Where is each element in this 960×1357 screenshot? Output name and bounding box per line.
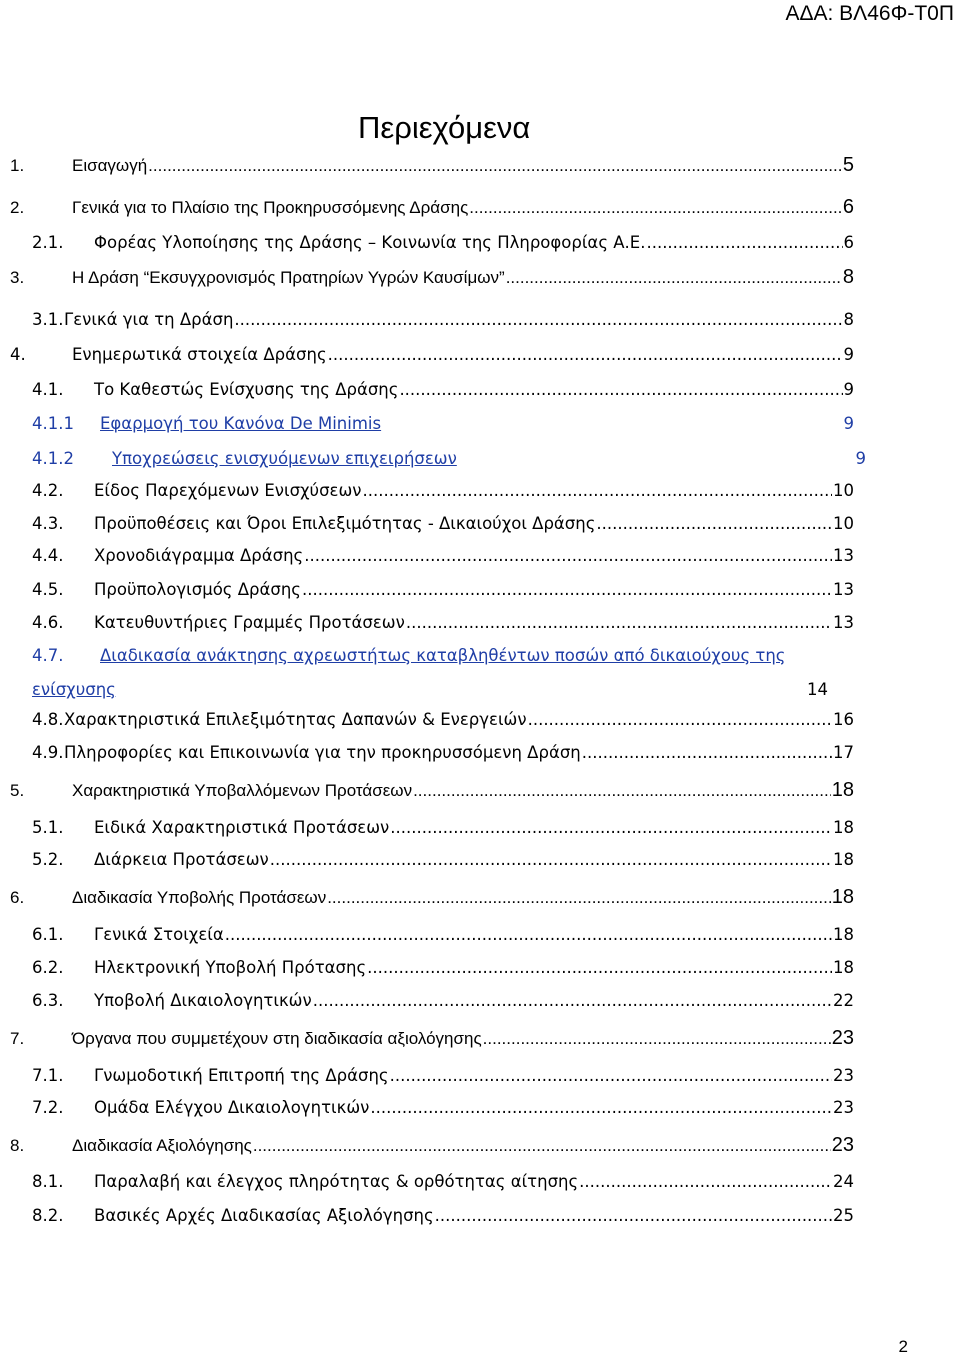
toc-entry-page: 10	[833, 481, 854, 500]
toc-entry-text: Ειδικά Χαρακτηριστικά Προτάσεων	[94, 818, 390, 837]
toc-entry-number: 4.1.2	[32, 449, 74, 468]
toc-entry-text: Γενικά Στοιχεία	[94, 925, 224, 944]
dot-leader	[370, 1098, 832, 1118]
dot-leader	[579, 1172, 832, 1192]
toc-entry[interactable]	[32, 818, 854, 838]
toc-entry-text: Εισαγωγή	[72, 156, 148, 175]
dot-leader	[646, 233, 842, 253]
page-title: Περιεχόμενα	[358, 110, 531, 145]
toc-entry-text: Διαδικασία ανάκτησης αχρεωστήτως καταβληθέντων ποσών από δικαιούχους της	[100, 646, 786, 665]
toc-entry-page: 25	[833, 1206, 854, 1225]
dot-leader	[328, 345, 843, 365]
dot-leader	[406, 613, 832, 633]
toc-entry-continuation[interactable]	[32, 680, 828, 700]
dot-leader	[363, 481, 832, 501]
toc-entry-text: Υποχρεώσεις ενισχυόμενων επιχειρήσεων	[112, 449, 457, 468]
toc-entry-text: Υποβολή Δικαιολογητικών	[94, 991, 312, 1010]
toc-entry[interactable]	[10, 197, 854, 218]
toc-entry-page: 18	[833, 850, 854, 869]
toc-entry-page: 6	[842, 196, 854, 218]
toc-entry[interactable]	[10, 345, 854, 365]
dot-leader	[313, 991, 832, 1011]
toc-entry-number: 3.1.	[32, 310, 64, 329]
toc-entry-number: 4.1.1	[32, 414, 74, 433]
toc-entry-page: 14	[807, 680, 828, 699]
toc-entry-page: 23	[831, 1134, 854, 1156]
dot-leader	[367, 958, 832, 978]
toc-entry[interactable]	[32, 449, 866, 469]
toc-entry-number: 6.2.	[32, 958, 64, 977]
toc-entry-page: 9	[843, 345, 854, 364]
toc-entry[interactable]	[32, 514, 854, 534]
toc-entry-number: 5.1.	[32, 818, 64, 837]
toc-entry-page: 18	[831, 779, 854, 801]
toc-entry[interactable]	[32, 1098, 854, 1118]
toc-entry-text: Η Δράση “Εκσυγχρονισμός Πρατηρίων Υγρών Καυσίμων”	[72, 268, 505, 287]
toc-entry[interactable]	[32, 481, 854, 501]
toc-entry-page: 18	[833, 818, 854, 837]
dot-leader	[506, 268, 842, 288]
toc-entry-text: Το Καθεστώς Ενίσχυσης της Δράσης	[94, 380, 399, 399]
toc-entry[interactable]	[32, 710, 854, 730]
toc-entry-page: 8	[843, 310, 854, 329]
toc-entry-page: 13	[833, 613, 854, 632]
toc-entry-text: Χαρακτηριστικά Επιλεξιμότητας Δαπανών & Ενεργειών	[64, 710, 527, 729]
toc-entry[interactable]	[32, 850, 854, 870]
toc-entry[interactable]	[10, 155, 854, 176]
toc-entry[interactable]	[10, 780, 854, 801]
toc-entry-page: 24	[833, 1172, 854, 1191]
toc-entry-number: 4.9.	[32, 743, 64, 762]
toc-entry-number: 7.2.	[32, 1098, 64, 1117]
dot-leader	[302, 580, 832, 600]
toc-entry[interactable]	[32, 546, 854, 566]
toc-entry-page: 23	[833, 1066, 854, 1085]
toc-entry-page: 18	[833, 925, 854, 944]
dot-leader	[399, 380, 842, 400]
toc-entry[interactable]	[32, 925, 854, 945]
toc-entry-number: 8.1.	[32, 1172, 64, 1191]
toc-entry-text: Πληροφορίες και Επικοινωνία για την προκηρυσσόμενη Δράση	[64, 743, 581, 762]
toc-entry-number: 4.3.	[32, 514, 64, 533]
toc-entry-number: 4.6.	[32, 613, 64, 632]
toc-entry-number: 5.	[10, 781, 25, 800]
toc-entry[interactable]	[10, 1135, 854, 1156]
toc-entry-number: 2.1.	[32, 233, 64, 252]
toc-entry[interactable]	[32, 380, 854, 400]
toc-entry-text: Βασικές Αρχές Διαδικασίας Αξιολόγησης	[94, 1206, 434, 1225]
toc-entry[interactable]	[32, 310, 854, 330]
dot-leader	[469, 198, 842, 218]
toc-entry-text: Διάρκεια Προτάσεων	[94, 850, 269, 869]
dot-leader	[413, 781, 831, 801]
dot-leader	[225, 925, 832, 945]
toc-entry-number: 7.1.	[32, 1066, 64, 1085]
toc-entry[interactable]	[32, 613, 854, 633]
toc-entry-number: 6.3.	[32, 991, 64, 1010]
dot-leader	[234, 310, 842, 330]
dot-leader	[390, 818, 832, 838]
dot-leader	[435, 1206, 832, 1226]
toc-entry-page: 17	[833, 743, 854, 762]
toc-entry-text: Γενικά για το Πλαίσιο της Προκηρυσσόμενης Δράσης	[72, 198, 469, 217]
toc-entry-text: Όργανα που συμμετέχουν στη διαδικασία αξιολόγησης	[72, 1029, 482, 1048]
toc-entry-page: 13	[833, 546, 854, 565]
toc-entry-text: Διαδικασία Αξιολόγησης	[72, 1136, 252, 1155]
toc-entry-page: 9	[855, 449, 866, 468]
toc-entry[interactable]	[32, 958, 854, 978]
toc-entry-page: 18	[831, 886, 854, 908]
toc-entry[interactable]	[32, 991, 854, 1011]
toc-entry-page: 23	[831, 1027, 854, 1049]
toc-entry-page: 13	[833, 580, 854, 599]
toc-entry[interactable]	[32, 1172, 854, 1192]
toc-entry-page: 10	[833, 514, 854, 533]
toc-entry-text: Ενημερωτικά στοιχεία Δράσης	[72, 345, 327, 364]
toc-entry-text: Προϋπολογισμός Δράσης	[94, 580, 301, 599]
toc-entry-page: 18	[833, 958, 854, 977]
ada-header: ΑΔΑ: ΒΛ46Φ-Τ0Π	[785, 2, 954, 25]
toc-entry[interactable]	[32, 233, 854, 253]
toc-entry-page: 6	[843, 233, 854, 252]
toc-entry-number: 7.	[10, 1029, 25, 1048]
toc-entry-number: 4.8.	[32, 710, 64, 729]
toc-entry[interactable]	[10, 267, 854, 288]
toc-entry-number: 4.7.	[32, 646, 64, 665]
dot-leader	[148, 156, 842, 176]
dot-leader	[327, 888, 831, 908]
toc-entry-text: Γενικά για τη Δράση	[64, 310, 234, 329]
dot-leader	[390, 1066, 832, 1086]
toc-entry-number: 3.	[10, 268, 25, 287]
toc-entry-page: 5	[842, 154, 854, 176]
page-number: 2	[898, 1337, 908, 1356]
toc-entry-text: Διαδικασία Υποβολής Προτάσεων	[72, 888, 327, 907]
toc-entry[interactable]	[32, 743, 854, 763]
dot-leader	[270, 850, 832, 870]
toc-entry-text: Εφαρμογή του Κανόνα De Minimis	[100, 414, 382, 433]
toc-entry-page: 16	[833, 710, 854, 729]
dot-leader	[596, 514, 832, 534]
toc-entry[interactable]	[10, 1028, 854, 1049]
toc-entry-text: Προϋποθέσεις και Όροι Επιλεξιμότητας - Δικαιούχοι Δράσης	[94, 514, 596, 533]
toc-entry[interactable]	[32, 646, 830, 666]
toc-entry-text-continued: ενίσχυσης	[32, 680, 116, 699]
toc-entry-text: Χρονοδιάγραμμα Δράσης	[94, 546, 304, 565]
toc-entry-text: Ηλεκτρονική Υποβολή Πρότασης	[94, 958, 367, 977]
dot-leader	[304, 546, 832, 566]
toc-entry-page: 23	[833, 1098, 854, 1117]
toc-entry-number: 4.2.	[32, 481, 64, 500]
toc-entry-text: Γνωμοδοτική Επιτροπή της Δράσης	[94, 1066, 389, 1085]
toc-entry-number: 6.1.	[32, 925, 64, 944]
toc-entry-text: Ομάδα Ελέγχου Δικαιολογητικών	[94, 1098, 370, 1117]
toc-entry-text: Παραλαβή και έλεγχος πληρότητας & ορθότητας αίτησης	[94, 1172, 579, 1191]
dot-leader	[582, 743, 832, 763]
toc-entry[interactable]	[32, 1206, 854, 1226]
toc-entry-text: Χαρακτηριστικά Υποβαλλόμενων Προτάσεων	[72, 781, 413, 800]
toc-entry[interactable]	[32, 1066, 854, 1086]
toc-entry-text: Κατευθυντήριες Γραμμές Προτάσεων	[94, 613, 405, 632]
toc-entry[interactable]	[32, 414, 854, 434]
toc-entry-number: 2.	[10, 198, 25, 217]
toc-entry[interactable]	[32, 580, 854, 600]
toc-entry-page: 9	[843, 380, 854, 399]
toc-entry-number: 4.5.	[32, 580, 64, 599]
toc-entry-number: 4.4.	[32, 546, 64, 565]
toc-entry-number: 4.	[10, 345, 26, 364]
toc-entry-number: 6.	[10, 888, 25, 907]
dot-leader	[483, 1029, 831, 1049]
toc-entry-page: 22	[833, 991, 854, 1010]
toc-entry-page: 9	[843, 414, 854, 433]
toc-entry-number: 8.2.	[32, 1206, 64, 1225]
toc-entry-number: 5.2.	[32, 850, 64, 869]
dot-leader	[253, 1136, 831, 1156]
toc-entry[interactable]	[10, 887, 854, 908]
toc-entry-number: 4.1.	[32, 380, 64, 399]
toc-entry-number: 1.	[10, 156, 25, 175]
toc-entry-number: 8.	[10, 1136, 25, 1155]
toc-entry-page: 8	[842, 266, 854, 288]
dot-leader	[528, 710, 832, 730]
toc-entry-text: Είδος Παρεχόμενων Ενισχύσεων	[94, 481, 362, 500]
toc-entry-text: Φορέας Υλοποίησης της Δράσης – Κοινωνία της Πληροφορίας Α.Ε.	[94, 233, 646, 252]
